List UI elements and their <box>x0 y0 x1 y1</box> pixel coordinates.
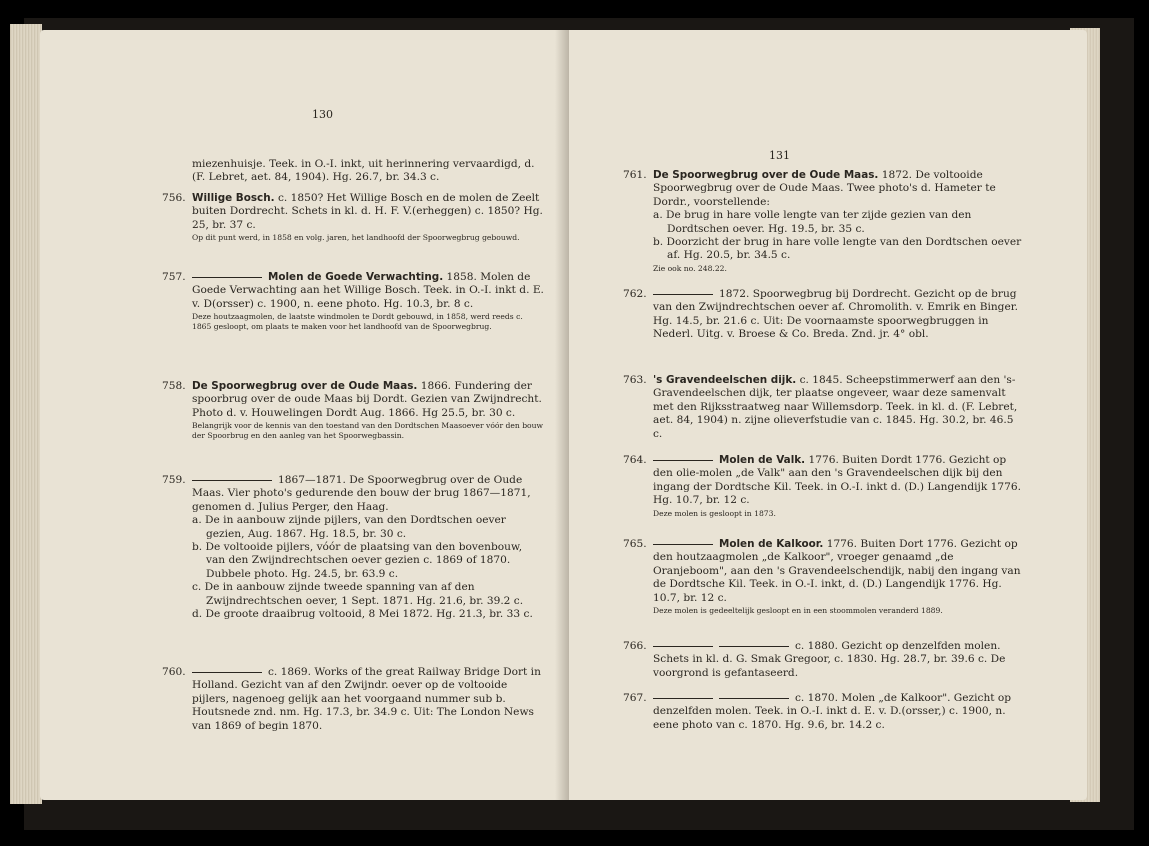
page-edges-left <box>10 24 42 804</box>
page-number-left: 130 <box>312 108 333 121</box>
entry-758: 758. De Spoorwegbrug over de Oude Maas. 1866. Fundering der spoorbrug over de oude Maas bij Dordt. Gezien van Zwijndrecht. Photo d. v. Houwelingen Dordt Aug. 1866. Hg 25.5, br. 30 c. Belangrijk voor de kennis van den toestand van den Dordtschen Maasoever vóór den bouw der Spoorbrug en den aanleg van het Spoorwegbassin. <box>162 380 544 440</box>
ditto-dash <box>719 646 789 647</box>
entry-759: 759. 1867—1871. De Spoorwegbrug over de Oude Maas. Vier photo's gedurende den bouw der brug 1867—1871, genomen d. Julius Perger, den Haag. a. De in aanbouw zijnde pijlers, van den Dordtschen oever gezien, Aug. 1867. Hg. 18.5, br. 30 c. b. De voltooide pijlers, vóór de plaatsing van den bovenbouw, van den Zwijndrechtschen oever gezien c. 1869 of 1870. Dubbele photo. Hg. 24.5, br. 63.9 c. c. De in aanbouw zijnde tweede spanning van af den Zwijndrechtschen oever, 1 Sept. 1871. Hg. 21.6, br. 39.2 c. d. De groote draaibrug voltooid, 8 Mei 1872. Hg. 21.3, br. 33 c. <box>162 474 533 621</box>
ditto-dash <box>719 698 789 699</box>
ditto-dash <box>192 672 262 673</box>
entry-764: 764. Molen de Valk. 1776. Buiten Dordt 1776. Gezicht op den olie-molen „de Valk" aan den 's Gravendeelschen dijk bij den ingang der Dordtsche Kil. Teek. in O.-I. inkt d. (D.) Langendijk 1776. Hg. 10.7, br. 12 c. Deze molen is gesloopt in 1873. <box>623 454 1021 518</box>
entry-757: 757. Molen de Goede Verwachting. 1858. Molen de Goede Verwachting aan het Willige Bosch. Teek. in O.-I. inkt d. E. v. D(orsser) c. 1900, n. eene photo. Hg. 10.3, br. 8 c. Deze houtzaagmolen, de laatste windmolen te Dordt gebouwd, in 1858, werd reeds c. 1865 gesloopt, om plaats te maken voor het landhoofd van de Spoorwegbrug. <box>162 271 544 331</box>
ditto-dash <box>192 480 272 481</box>
entry-756: 756. Willige Bosch. c. 1850? Het Willige Bosch en de molen de Zeelt buiten Dordrecht. Schets in kl. d. H. F. V.(erheggen) c. 1850? Hg. 25, br. 37 c. Op dit punt werd, in 1858 en volg. jaren, het landhoofd der Spoorwegbrug gebouwd. <box>162 192 543 243</box>
left-page <box>40 30 573 800</box>
entry-765: 765. Molen de Kalkoor. 1776. Buiten Dort 1776. Gezicht op den houtzaagmolen „de Kalkoor", vroeger genaamd „de Oranjeboom", aan den 's Gravendeelschendijk, nabij den ingang van de Dordtsche Kil. Teek. in O.-I. inkt, d. (D.) Langendijk 1776. Hg. 10.7, br. 12 c. Deze molen is gedeeltelijk gesloopt en in een stoommolen veranderd 1889. <box>623 538 1021 616</box>
ditto-dash <box>653 460 713 461</box>
ditto-dash <box>653 544 713 545</box>
entry-763: 763. 's Gravendeelschen dijk. c. 1845. Scheepstimmerwerf aan den 's-Gravendeelschen dijk, ter plaatse ongeveer, waar deze samenvalt met den Rijksstraatweg naar Willemsdorp. Teek. in kl. d. (F. Lebret, aet. 84, 1904) n. zijne olieverfstudie van c. 1845. Hg. 30.2, br. 46.5 c. <box>623 374 1018 440</box>
right-page <box>569 30 1087 800</box>
ditto-dash <box>653 646 713 647</box>
entry-762: 762. 1872. Spoorwegbrug bij Dordrecht. Gezicht op de brug van den Zwijndrechtschen oever af. Chromolith. v. Emrik en Binger. Hg. 14.5, br. 21.6 c. Uit: De voornaamste spoorwegbruggen in Nederl. Uitg. v. Broese & Co. Breda. Znd. jr. 4° obl. <box>623 288 1019 341</box>
ditto-dash <box>192 277 262 278</box>
continuation-text: miezenhuisje. Teek. in O.-I. inkt, uit herinnering vervaardigd, d. (F. Lebret, aet. 84, 1904). Hg. 26.7, br. 34.3 c. <box>192 158 535 184</box>
ditto-dash <box>653 294 713 295</box>
entry-767: 767. c. 1870. Molen „de Kalkoor". Gezicht op denzelfden molen. Teek. in O.-I. inkt d. E. v. D.(orsser,) c. 1900, n. eene photo van c. 1870. Hg. 9.6, br. 14.2 c. <box>623 692 1012 731</box>
entry-766: 766. c. 1880. Gezicht op denzelfden molen. Schets in kl. d. G. Smak Gregoor, c. 1830. Hg. 28.7, br. 39.6 c. De voorgrond is gefantaseerd. <box>623 640 1006 679</box>
page-number-right: 131 <box>769 149 790 162</box>
ditto-dash <box>653 698 713 699</box>
entry-761: 761. De Spoorwegbrug over de Oude Maas. 1872. De voltooide Spoorwegbrug over de Oude Maas. Twee photo's d. Hameter te Dordr., voorstellende: a. De brug in hare volle lengte van ter zijde gezien van den Dordtschen oever. Hg. 19.5, br. 35 c. b. Doorzicht der brug in hare volle lengte van den Dordtschen oever af. Hg. 20.5, br. 34.5 c. Zie ook no. 248.22. <box>623 169 1022 273</box>
entry-760: 760. c. 1869. Works of the great Railway Bridge Dort in Holland. Gezicht van af den Zwijndr. oever op de voltooide pijlers, nagenoeg gelijk aan het voorgaand nummer sub b. Houtsnede znd. nm. Hg. 17.3, br. 34.9 c. Uit: The London News van 1869 of begin 1870. <box>162 666 541 732</box>
